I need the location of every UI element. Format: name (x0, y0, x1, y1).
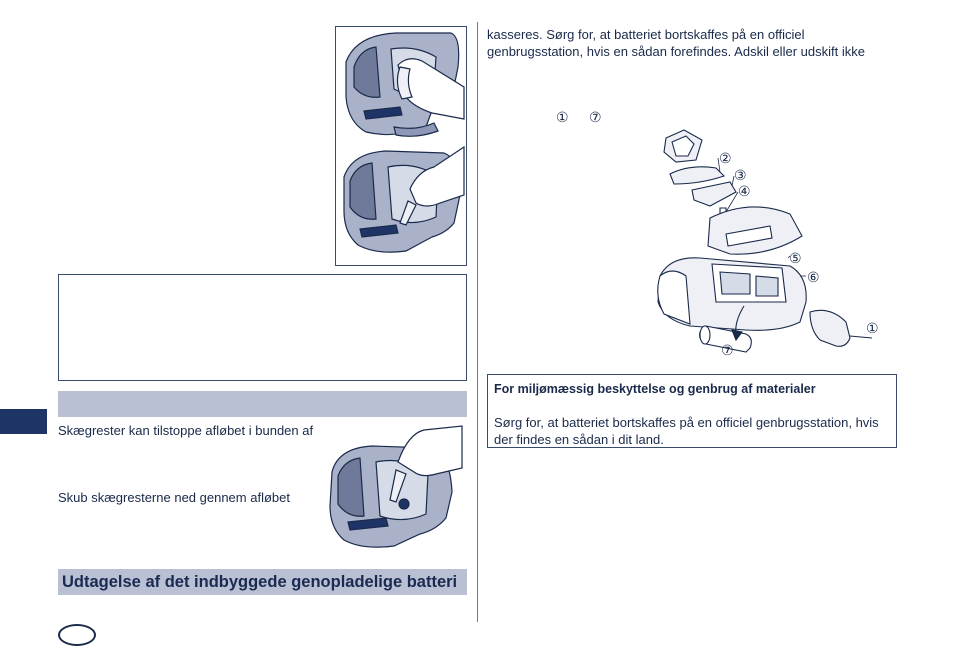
clean-text-2: Skub skægresterne ned gennem afløbet (58, 490, 290, 505)
diagram-label-4: ④ (738, 183, 751, 199)
intro-line-2: genbrugsstation, hvis en sådan forefindes. Adskil eller udskift ikke (487, 44, 865, 59)
diagram-label-5: ⑤ (789, 250, 802, 266)
step-range-start: ① (556, 109, 569, 125)
environment-notice-body (494, 414, 890, 448)
environment-notice-box (487, 374, 897, 448)
diagram-label-7: ⑦ (721, 342, 734, 358)
notice-box-empty (58, 274, 467, 381)
language-side-tab (0, 409, 47, 434)
clean-text-1: Skægrester kan tilstoppe afløbet i bunden af (58, 423, 314, 438)
exploded-view-drawing (650, 126, 890, 362)
diagram-label-2: ② (719, 150, 732, 166)
drain-illustration (328, 422, 464, 552)
intro-line-1: kasseres. Sørg for, at batteriet bortskaffes på en officiel (487, 27, 805, 42)
environment-notice-title: For miljømæssig beskyttelse og genbrug af materialer (494, 382, 816, 396)
battery-removal-heading: Udtagelse af det indbyggede genopladelige batteri (58, 569, 467, 595)
shaver-drain-illustration (328, 422, 464, 552)
language-oval-badge (58, 624, 96, 646)
shaver-cleaning-illustration (336, 27, 466, 265)
step-range-end: ⑦ (589, 109, 602, 125)
section-bar-cleaning (58, 391, 467, 417)
diagram-label-6: ⑥ (807, 269, 820, 285)
environment-notice-line-1: Sørg for, at batteriet bortskaffes på en officiel genbrugsstation, hvis (494, 415, 879, 430)
battery-exploded-diagram (650, 126, 890, 362)
column-divider (477, 22, 478, 622)
illustration-frame-top (335, 26, 467, 266)
diagram-label-3: ③ (734, 167, 747, 183)
environment-notice-line-2: der findes en sådan i dit land. (494, 432, 664, 447)
diagram-label-1: ① (866, 320, 879, 336)
